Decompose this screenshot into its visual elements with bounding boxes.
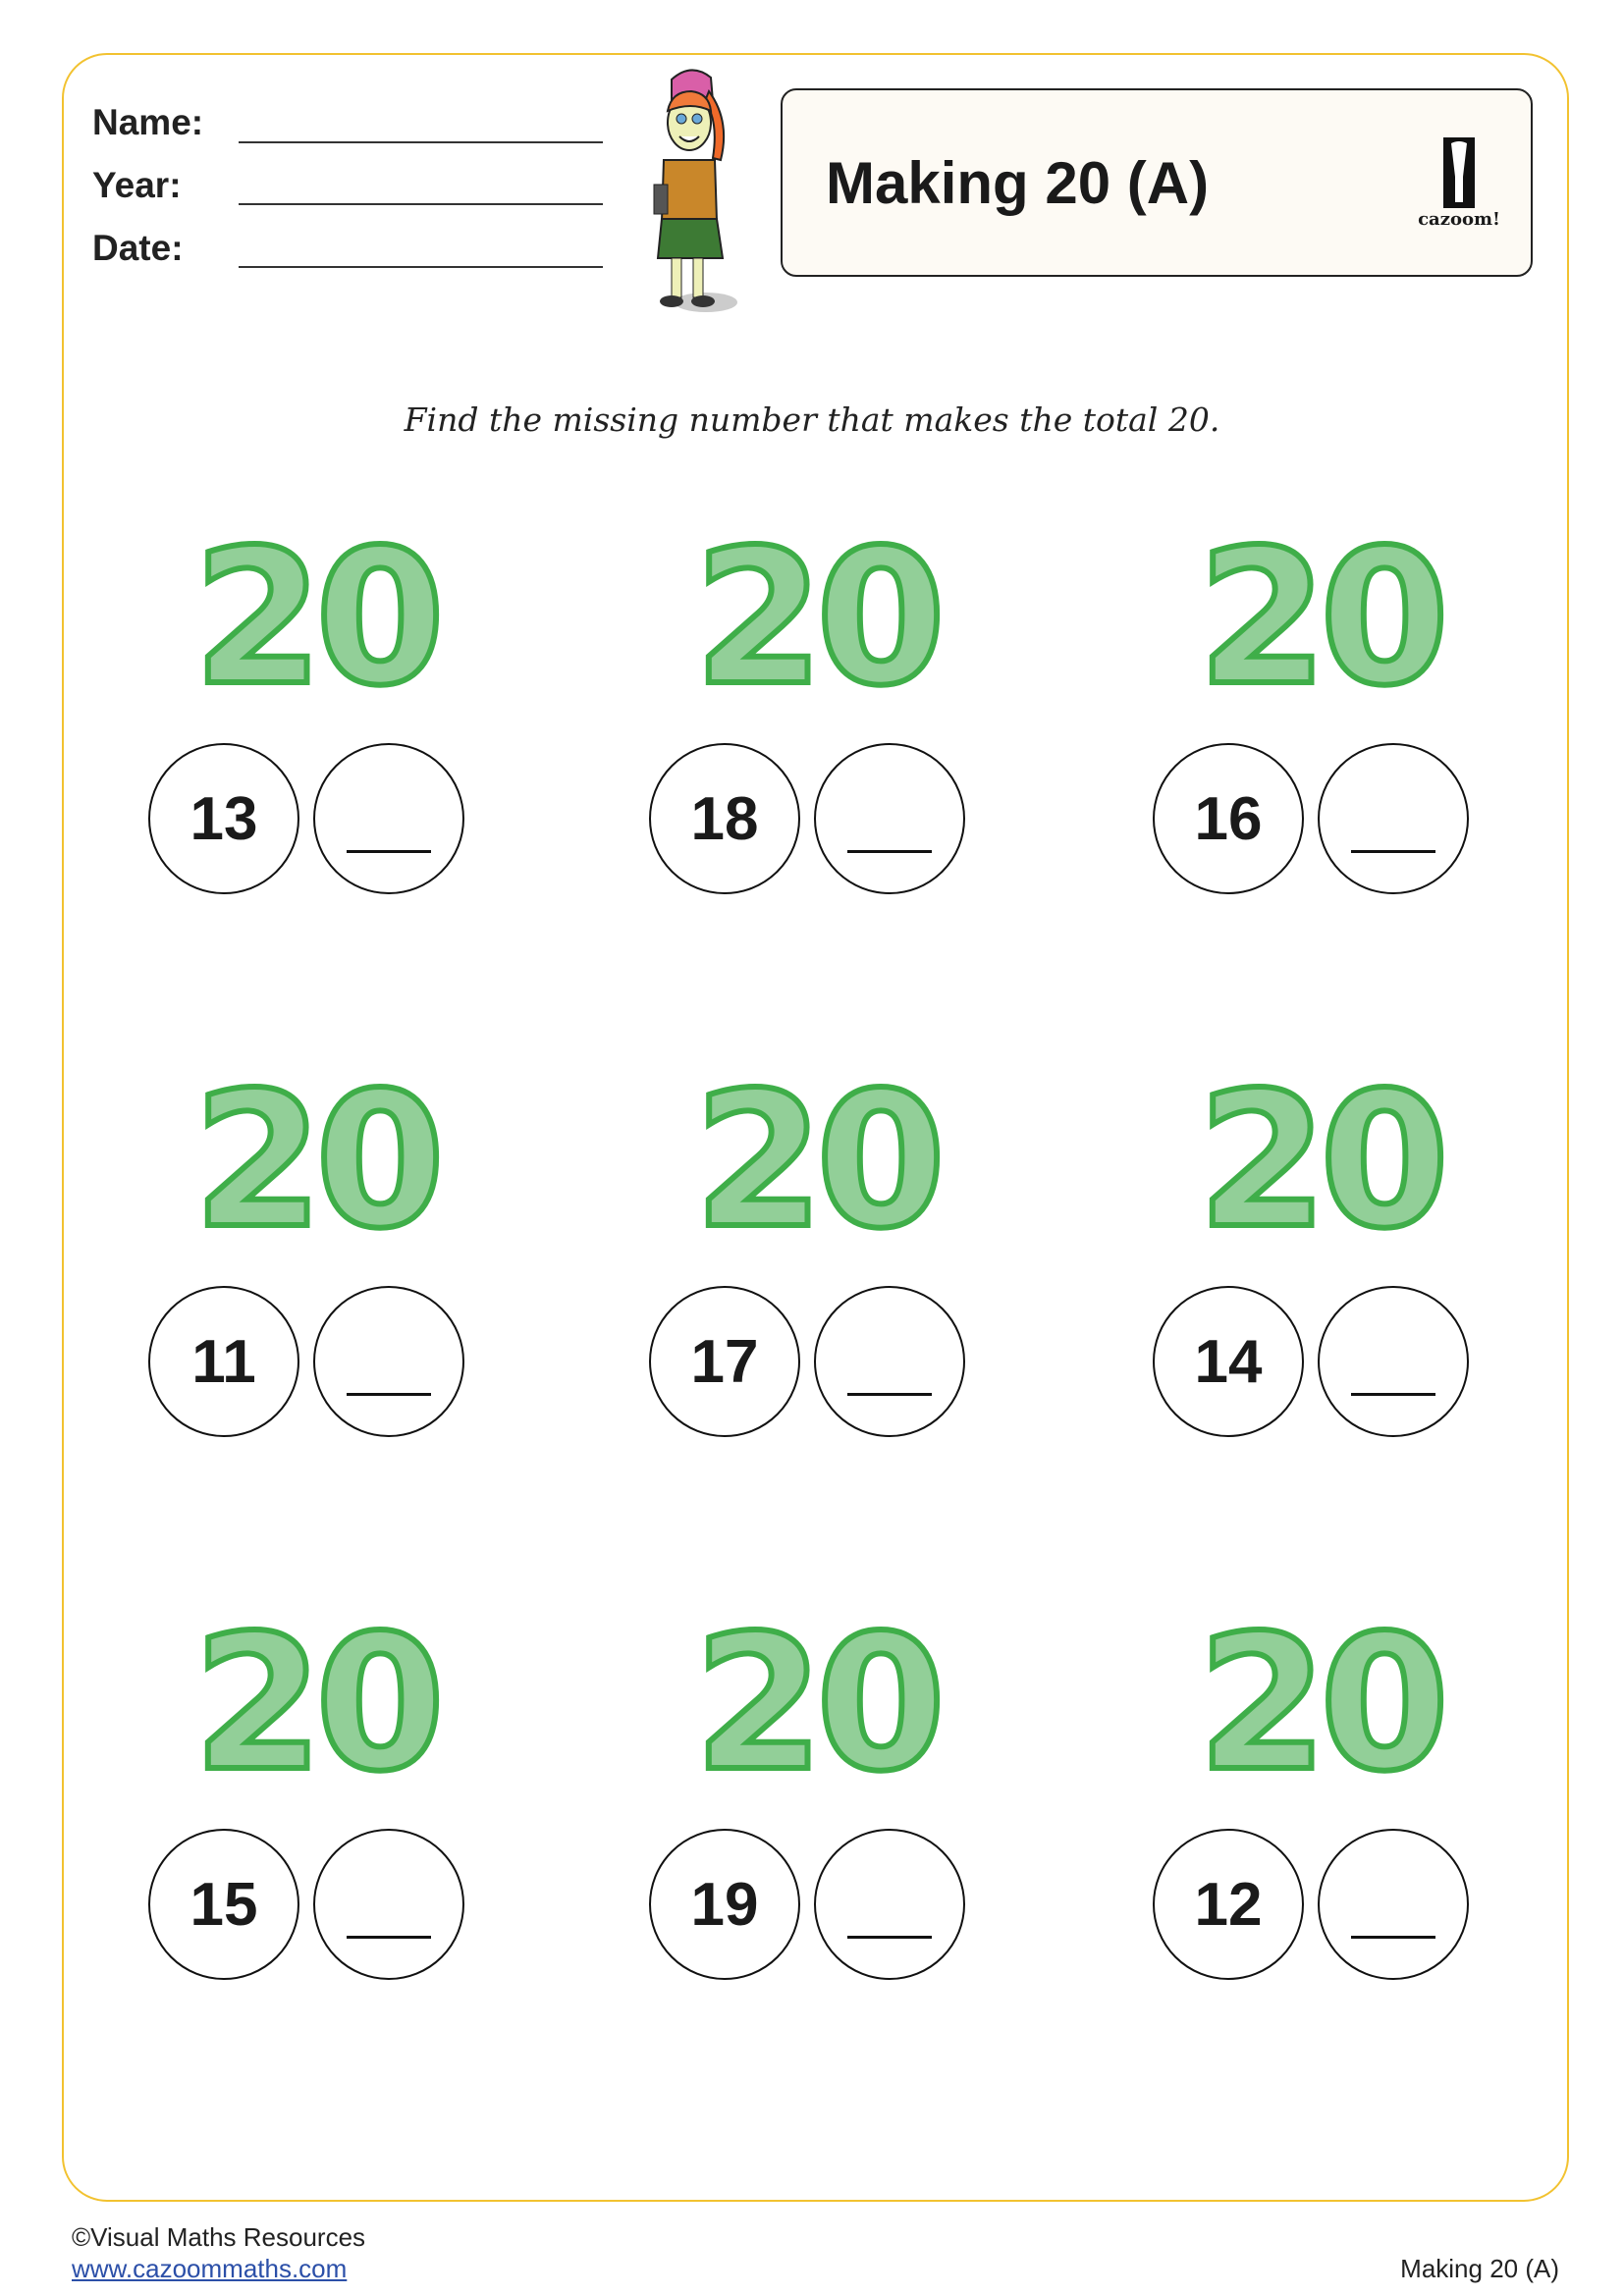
given-number: 18 <box>690 784 759 853</box>
girl-illustration <box>632 62 760 315</box>
number-bond <box>1153 1613 1487 1976</box>
answer-circle[interactable] <box>1318 1829 1469 1980</box>
given-number: 11 <box>191 1327 256 1396</box>
given-circle <box>1153 1286 1304 1437</box>
answer-circle[interactable] <box>1318 1286 1469 1437</box>
given-circle <box>649 1286 800 1437</box>
total-number <box>1153 527 1487 694</box>
answer-blank[interactable] <box>1351 1936 1435 1939</box>
total-text: 20 <box>693 527 939 694</box>
given-circle <box>148 1829 299 1980</box>
total-number <box>148 527 482 694</box>
total-number <box>649 1613 983 1780</box>
answer-blank[interactable] <box>347 850 431 853</box>
logo-icon <box>1439 137 1479 208</box>
number-bond <box>1153 1070 1487 1433</box>
number-bond <box>148 1613 482 1976</box>
given-number: 17 <box>690 1327 759 1396</box>
answer-circle[interactable] <box>814 1829 965 1980</box>
page-title: Making 20 (A) <box>826 150 1210 216</box>
given-number: 13 <box>189 784 258 853</box>
given-number: 19 <box>690 1870 759 1939</box>
answer-blank[interactable] <box>347 1936 431 1939</box>
given-circle <box>148 743 299 894</box>
answer-blank[interactable] <box>347 1393 431 1396</box>
given-circle <box>1153 743 1304 894</box>
year-field[interactable] <box>239 203 603 205</box>
number-bond <box>1153 527 1487 890</box>
website-link[interactable]: www.cazoommaths.com <box>72 2254 348 2283</box>
answer-circle[interactable] <box>313 1286 464 1437</box>
number-bond <box>148 1070 482 1433</box>
answer-blank[interactable] <box>847 1936 932 1939</box>
total-number <box>649 1070 983 1237</box>
total-text: 20 <box>192 1070 438 1237</box>
given-circle <box>148 1286 299 1437</box>
total-number <box>148 1070 482 1237</box>
name-label: Name: <box>92 102 204 142</box>
answer-blank[interactable] <box>847 1393 932 1396</box>
instruction-text: Find the missing number that makes the total 20. <box>404 400 1220 439</box>
answer-blank[interactable] <box>1351 1393 1435 1396</box>
footer-page-title: Making 20 (A) <box>1400 2254 1559 2283</box>
number-bond <box>148 527 482 890</box>
total-number <box>649 527 983 694</box>
answer-blank[interactable] <box>847 850 932 853</box>
given-circle <box>649 743 800 894</box>
number-bond <box>649 527 983 890</box>
answer-circle[interactable] <box>1318 743 1469 894</box>
answer-circle[interactable] <box>313 1829 464 1980</box>
given-circle <box>649 1829 800 1980</box>
total-text: 20 <box>1197 1613 1442 1780</box>
given-number: 15 <box>189 1870 258 1939</box>
number-bond <box>649 1070 983 1433</box>
given-circle <box>1153 1829 1304 1980</box>
year-label: Year: <box>92 165 182 205</box>
date-label: Date: <box>92 228 184 268</box>
logo-text: cazoom! <box>1418 209 1500 230</box>
total-text: 20 <box>693 1613 939 1780</box>
answer-blank[interactable] <box>1351 850 1435 853</box>
copyright-text: ©Visual Maths Resources <box>72 2222 366 2252</box>
total-text: 20 <box>192 527 438 694</box>
name-field[interactable] <box>239 141 603 143</box>
date-field[interactable] <box>239 266 603 268</box>
total-number <box>1153 1613 1487 1780</box>
given-number: 12 <box>1194 1870 1263 1939</box>
total-text: 20 <box>693 1070 939 1237</box>
total-number <box>148 1613 482 1780</box>
title-box <box>781 88 1533 277</box>
answer-circle[interactable] <box>313 743 464 894</box>
cazoom-logo <box>1405 137 1513 236</box>
total-text: 20 <box>1197 527 1442 694</box>
total-text: 20 <box>1197 1070 1442 1237</box>
answer-circle[interactable] <box>814 1286 965 1437</box>
answer-circle[interactable] <box>814 743 965 894</box>
given-number: 16 <box>1194 784 1263 853</box>
given-number: 14 <box>1194 1327 1263 1396</box>
number-bond <box>649 1613 983 1976</box>
total-number <box>1153 1070 1487 1237</box>
total-text: 20 <box>192 1613 438 1780</box>
